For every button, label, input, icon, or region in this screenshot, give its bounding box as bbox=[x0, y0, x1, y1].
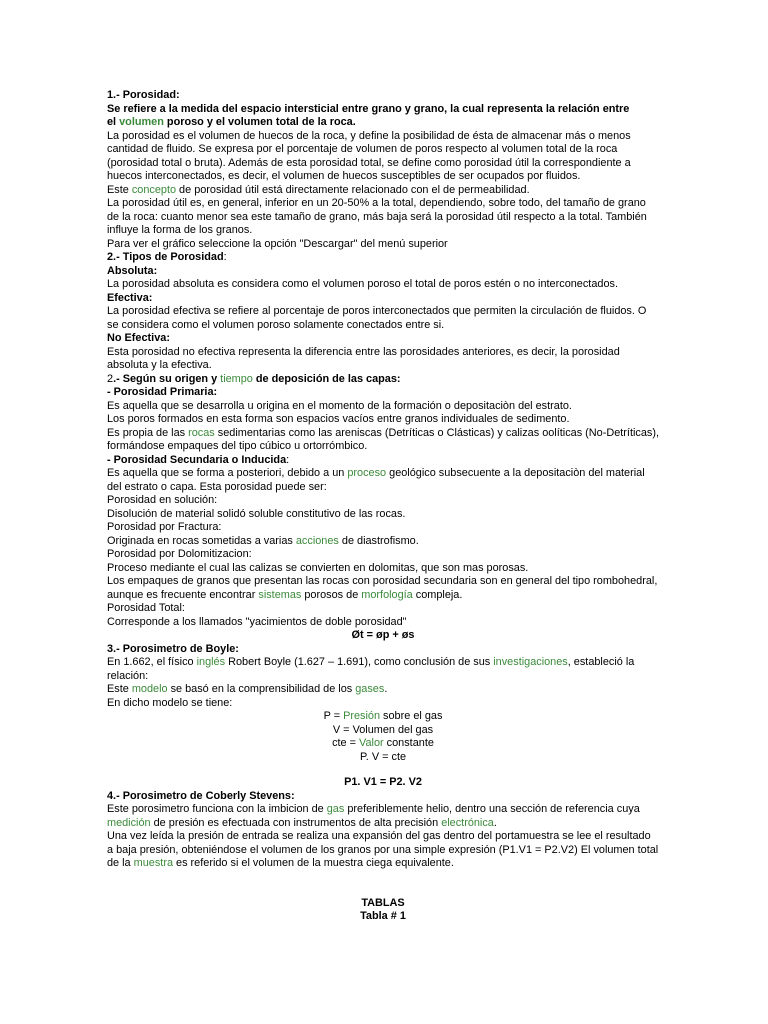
paragraph: Es propia de las rocas sedimentarias como las areniscas (Detríticas o Clásticas) y calizas oolíticas (No-Detríticas), formándose empaques del tipo cúbico u ortorrómbico. bbox=[107, 426, 659, 452]
link-gas[interactable]: gas bbox=[326, 803, 345, 815]
link-investigaciones[interactable]: investigaciones bbox=[493, 656, 568, 668]
paragraph: La porosidad es el volumen de huecos de la roca, y define la posibilidad de ésta de almacenar más o menos cantidad de fluido. Se expresa por el porcentaje de volumen de poros respecto al volumen total de la roca (porosidad total o bruta). Además de esta porosidad total, se define como porosidad útil la correspondiente a huecos interconectados, es decir, el volumen de huecos susceptibles de ser ocupados por fluidos. bbox=[107, 129, 631, 182]
equation-line: V = Volumen del gas bbox=[332, 723, 434, 736]
paragraph: Es aquella que se forma a posteriori, debido a un proceso geológico subsecuente a la depositaciòn del material del estrato o capa. Esta porosidad puede ser: bbox=[107, 467, 645, 493]
subheading-total: Porosidad Total: bbox=[107, 602, 185, 614]
paragraph: Este modelo se basó en la comprensibilidad de los gases. bbox=[107, 683, 388, 695]
equation-line: P = Presión sobre el gas bbox=[323, 710, 443, 722]
link-ingles[interactable]: inglés bbox=[196, 656, 226, 668]
subheading-efectiva: Efectiva: bbox=[107, 291, 153, 304]
paragraph: Disolución de material solidó soluble constitutivo de las rocas. bbox=[107, 507, 406, 520]
link-sistemas[interactable]: sistemas bbox=[258, 588, 302, 601]
link-acciones[interactable]: acciones bbox=[295, 534, 339, 547]
paragraph: Proceso mediante el cual las calizas se convierten en dolomitas, que son mas porosas. bbox=[107, 561, 529, 574]
subheading-primaria: - Porosidad Primaria: bbox=[107, 386, 218, 398]
paragraph: En 1.662, el físico inglés Robert Boyle (1.627 – 1.691), como conclusión de sus investigaciones, estableció la relación: bbox=[107, 656, 635, 682]
definition-line: Se refiere a la medida del espacio intersticial entre grano y grano, la cual representa la relación entre bbox=[107, 102, 630, 115]
document-body bbox=[107, 89, 659, 924]
formula-boyle: P1. V1 = P2. V2 bbox=[344, 776, 422, 788]
paragraph: La porosidad efectiva se refiere al porcentaje de poros interconectados que permiten la circulación de fluidos. O se considera como el volumen poroso solamente conectados entre si. bbox=[107, 305, 647, 331]
paragraph: En dicho modelo se tiene: bbox=[107, 696, 233, 709]
paragraph: Los poros formados en esta forma son espacios vacíos entre granos individuales de sedimento. bbox=[107, 413, 570, 425]
equation-line: P. V = cte bbox=[359, 750, 407, 763]
tables-heading: TABLAS bbox=[361, 896, 405, 909]
paragraph: Corresponde a los llamados "yacimientos de doble porosidad" bbox=[107, 615, 407, 628]
paragraph: Este concepto de porosidad útil está directamente relacionado con el de permeabilidad. bbox=[107, 183, 530, 196]
section-title-boyle: 3.- Porosimetro de Boyle: bbox=[107, 642, 239, 655]
equation-line: cte = Valor constante bbox=[332, 737, 434, 749]
link-muestra[interactable]: muestra bbox=[133, 857, 173, 869]
link-medicion[interactable]: medición bbox=[107, 816, 151, 829]
link-concepto[interactable]: concepto bbox=[131, 183, 177, 196]
subheading-dolomitizacion: Porosidad por Dolomitizacion: bbox=[107, 548, 252, 560]
subheading-no-efectiva: No Efectiva: bbox=[107, 332, 170, 344]
subheading-absoluta: Absoluta: bbox=[107, 264, 158, 277]
paragraph: La porosidad absoluta es considera como el volumen poroso el total de poros estén o no interconectados. bbox=[107, 278, 618, 290]
section-title-porosidad: 1.- Porosidad: bbox=[107, 89, 180, 101]
paragraph: Originada en rocas sometidas a varias acciones de diastrofismo. bbox=[107, 534, 419, 547]
formula-porosidad-total: Øt = øp + øs bbox=[351, 629, 415, 641]
subheading-secundaria: - Porosidad Secundaria o Inducida: bbox=[107, 453, 290, 466]
paragraph: Para ver el gráfico seleccione la opción "Descargar" del menú superior bbox=[107, 237, 448, 250]
paragraph: Es aquella que se desarrolla u origina en el momento de la formación o depositaciòn del estrato. bbox=[107, 399, 572, 412]
link-rocas[interactable]: rocas bbox=[188, 426, 215, 439]
paragraph: Este porosimetro funciona con la imbicion de gas preferiblemente helio, dentro una sección de referencia cuya medición de presión es efectuada con instrumentos de alta precisión electrónica. bbox=[107, 803, 640, 829]
section-title-coberly: 4.- Porosimetro de Coberly Stevens: bbox=[107, 789, 295, 802]
link-proceso[interactable]: proceso bbox=[347, 467, 387, 479]
subheading-solucion: Porosidad en solución: bbox=[107, 494, 218, 506]
link-presion[interactable]: Presión bbox=[343, 710, 381, 722]
paragraph: Una vez leída la presión de entrada se realiza una expansión del gas dentro del portamuestra se lee el resultado a baja presión, obteniéndose el volumen de los granos por una simple expresión (P1.V1 = P2.V2) El volumen total de la muestra es referido si el volumen de la muestra ciega equivalente. bbox=[107, 830, 659, 869]
section-title-tipos: 2.- Tipos de Porosidad: bbox=[107, 251, 227, 263]
paragraph: Esta porosidad no efectiva representa la diferencia entre las porosidades anteriores, es decir, la porosidad absoluta y la efectiva. bbox=[107, 345, 620, 371]
link-electronica[interactable]: electrónica bbox=[441, 816, 494, 829]
paragraph: Los empaques de granos que presentan las rocas con porosidad secundaria son en general del tipo rombohedral, aunque es frecuente encontrar sistemas porosos de morfología compleja. bbox=[107, 575, 658, 601]
link-volumen[interactable]: volumen bbox=[119, 116, 164, 128]
link-morfologia[interactable]: morfología bbox=[361, 588, 413, 601]
section-title-origen: 2.- Según su origen y tiempo de deposición de las capas: bbox=[107, 372, 401, 385]
link-valor[interactable]: Valor bbox=[359, 737, 384, 749]
link-tiempo[interactable]: tiempo bbox=[220, 372, 253, 385]
link-gases[interactable]: gases bbox=[355, 683, 385, 695]
subheading-fractura: Porosidad por Fractura: bbox=[107, 521, 222, 533]
link-modelo[interactable]: modelo bbox=[131, 683, 168, 695]
definition-line: el volumen poroso y el volumen total de la roca. bbox=[107, 116, 356, 128]
table-caption: Tabla # 1 bbox=[360, 910, 406, 922]
paragraph: La porosidad útil es, en general, inferior en un 20-50% a la total, dependiendo, sobre todo, del tamaño de grano de la roca: cuanto menor sea este tamaño de grano, más baja será la porosidad útil respecto a la total. También influye la forma de los granos. bbox=[107, 197, 647, 236]
